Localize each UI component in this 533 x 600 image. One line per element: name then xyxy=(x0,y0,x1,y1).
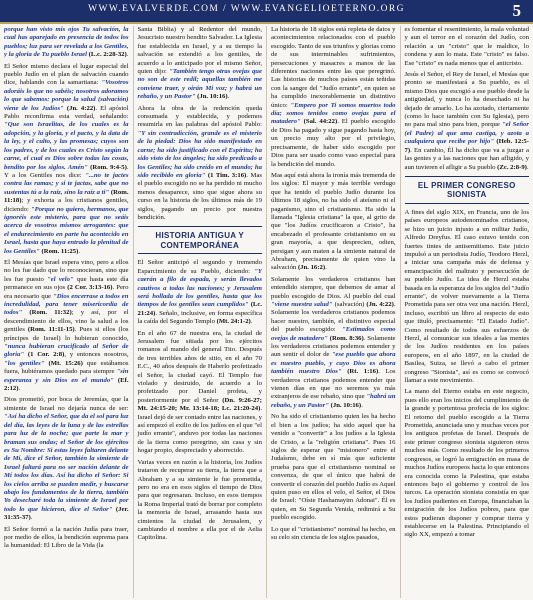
paragraph xyxy=(138,105,263,223)
scripture-quote: "También tengo otras ovejas que no son de este redil; aquellas también me conviene traer, y oirán Mi voz; y habrá un rebaño, y un Pastor" xyxy=(137,68,262,101)
paragraph xyxy=(271,26,396,169)
scripture-reference: (Jer. 31:35-37) xyxy=(4,505,129,522)
body-text: . xyxy=(227,93,230,101)
body-text: ; y así, por el descendimiento de ellos, vino la salud a los gentiles xyxy=(4,309,129,334)
scripture-quote: "...no te jactes contra las ramas; y si te jactas, sabe que no sustentas tú a la raíz, sino la raíz a ti" xyxy=(4,171,129,196)
body-text: . Pero era necesario que xyxy=(4,284,129,300)
scripture-quote: "nunca hubieran crucificado al Señor de gloria" xyxy=(4,343,129,359)
scripture-reference: (Sal. 44:22) xyxy=(303,118,338,126)
scripture-reference: (1 Tim. 3:16) xyxy=(207,171,247,179)
paragraph xyxy=(138,459,263,543)
scripture-quote: "sin esperanza y sin Dios en el mundo" xyxy=(4,368,129,384)
scripture-reference: (Mt. 24:1-2) xyxy=(216,318,251,326)
scripture-quote: "Y caerán a filo de espada, y serán llevados cautivos a todas las naciones; y Jerusalem será hollada de los gentiles, hasta que los tiempos de los gentiles sean cumplidos" xyxy=(137,267,262,309)
body-text: Santa Biblia) y al Redentor del mundo, Jesucristo nuestro bendito Salvador. La Iglesia fue establecida en Israel, y a su tiempo la salvación se extendió a los gentiles, de acuerdo a lo anticipado por el mismo Señor, quien dijo: xyxy=(137,26,262,76)
body-text: . En cambio, Él ha dicho que va a juzgar a las gentes y a las naciones que han afligido, y aun tuvieren el afligir a Su pueblo xyxy=(404,146,529,171)
section-heading: HISTORIA ANTIGUA Y CONTEMPORÁNEA xyxy=(138,226,263,254)
body-text: . Mas el pueblo escogido no se ha perdido ni mucho menos desaparece, sino que sigue ahora su curso en la historia de los últimos más de 19 siglos, pagando un precio por nuestra bendición. xyxy=(137,171,262,221)
body-text: En el año 67 de nuestra era, la ciudad de Jerusalem fue sitiada por los ejércitos romanos al mando del general Tito. Después de tres terribles años de sitio, en el año 70 E.C., 40 años después de Haberlo profetizado el Señor, la ciudad cayó. El Templo fue violado y destruido, de acuerdo a lo profetizado por Daniel profeta, y posteriormente por el Señor xyxy=(137,329,262,404)
body-text: El Mesías que Israel espera vino, pero a ellos no les fue dado que lo reconocieran, sino que les fue puesto xyxy=(4,258,129,283)
scripture-quote: "el velo" xyxy=(47,275,74,283)
paragraph xyxy=(4,259,129,394)
scripture-reference: (Rom. 11:25) xyxy=(41,247,79,255)
paragraph xyxy=(4,63,129,256)
paragraph xyxy=(271,276,396,411)
scripture-quote: "los gentiles" xyxy=(4,359,45,367)
body-text: No ha sido el cristianismo quien les ha hecho el bien a los judíos; ha sido aquel que ha venido a "convertir" a los judíos a la Iglesia de Cristo, a la "religión cristiana". Pues 16 siglos de esperar que "misionero" entre el Judaísmo, debe en sí más que suficiente prueba para que el cristianismo nominal se convenza, de que el único que habrá de convertir el corazón del pueblo Judío es Aquel quien puso en ellos el velo, el Señor, el Dios de Israel: "Oíste Hashamayim Adonai". Él es quien, en Su Segunda Venida, redimirá a Su pueblo escogido. xyxy=(271,413,396,522)
text-column-2 xyxy=(133,26,263,598)
body-text: El Señor anticipó el segundo y tremendo Esparcimiento de su Pueblo, diciendo: xyxy=(137,259,262,275)
body-text: . xyxy=(30,514,33,522)
body-text: . xyxy=(250,318,253,326)
scripture-reference: (1 Cor. 2:8) xyxy=(27,351,65,359)
body-text: Mas aquí está ahora la ironía más tremenda de los siglos: El mayor y más terrible verdugo que ha tenido el pueblo Judío durante los últimos 18 siglos, no ha sido el ateísmo ni el paganismo, sino el cristianismo. Ha sido la llamada "Iglesia cristiana" la que, al grito de que "los Judíos crucificaron a Cristo", ha encabezado el profesante cristianismo en su gran mayoría, a que desprecien, odien, persigan y aun maten a la simiente natural de Abraham, precisamente de quien vino la salvación xyxy=(271,171,396,272)
body-text: El Señor mismo declara el lugar especial del pueblo Judío en el plan de salvación cuando dice, hablando con la samaritana: xyxy=(4,62,129,87)
scripture-quote: "Porque no quiero, hermanos, que ignoréis este misterio, para que no seáis acerca de vosotros mismos arrogantes: que el endurecimiento en parte ha acontecido en Israel, hasta que haya entrado la plenitud de los Gentiles" xyxy=(4,205,129,255)
scripture-reference: (Rt. 1:16) xyxy=(347,368,379,376)
scripture-reference: (2 Cor. 3:13-16) xyxy=(67,284,113,292)
paragraph xyxy=(271,172,396,273)
body-text: . Solamente los verdaderos cristianos podemos entender y aun sentir el dolor de xyxy=(271,334,396,359)
body-text: (salvación) xyxy=(332,301,367,308)
scripture-reference: (Rom. 11:11-15) xyxy=(27,326,75,334)
paragraph xyxy=(405,388,530,539)
body-text: A fines del siglo XIX, en Francia, uno de los países europeos autodenominados cristianos, se hizo un juicio injusto a un militar Judío, Alfredo Dreyfus. El caso estuvo tenido con fuertes tintes de antisemitismo. Este juicio impulsó a un periodista Judío, Teodoro Herzl, a iniciar una campaña más de defensa y emancipación del maltrato y persecución de su pueblo Judío. La idea de Herzl estaba basada en la esperanza de los siglos del "Judío errante", de volver nuevamente a la Tierra Prometida para ser otra vez una nación. Herzl, incluso, escribió un libro al respecto de esto que tituló, precisamente: "El Estado Judío". Como resultado de todos sus esfuerzos de Herzl, al comunicar sus ideales a las mentes de los Judíos residentes en los países europeos, en el año 1897, en la ciudad de Basilea, Suiza, se llevó a cabo el primer congreso "Sionista", así es como se convocó llamar a este movimiento. xyxy=(404,208,529,385)
scripture-reference: (Lc. 21:24) xyxy=(137,301,262,317)
scripture-quote: porque han visto mis ojos Tu salvación, la cual has aparejado en presencia de todos los pueblos; luz para ser revelada a los Gentiles, y la gloria de Tu pueblo Israel xyxy=(4,26,129,59)
body-text: La historia de 18 siglos está repleta de datos y acontecimientos relacionados con el pueblo escogido. Tanto de sus triunfos y glorias como de sus interminables sufrimientos, persecuciones y masacres a manos de las diferentes naciones entre las que peregrinó. Las historias de muchos países están teñidas con la sangre del "Judío errante", en quien se ha cumplido inexorablemente un distintivo único: xyxy=(271,26,396,109)
scripture-reference: (L.c. 2:28-32) xyxy=(88,51,127,59)
body-text: . xyxy=(526,163,529,171)
body-text: La mano del Eterno estaba en este negocio, pues ello eran los inicios del cumplimiento de la grande y portentosa profecía de los siglos: El retorno del pueblo escogido a la Tierra Prometida, anunciada uno y muchas veces por los antiguos profetas de Israel. Después de este primer congreso sionista siguieron otros muchos más. Como resultado de los primeros congresos, se logró la emigración en masa de muchos Judíos europeos hacia lo que entonces era conocida como la Palestina, que estaba entonces bajo el gobierno y control de los turcos. La operación sionista consistía en que los Judíos pudientes en Europa, financiaban la emigración de los Judíos pobres, para que estos pudieran disponer y comprar tierra y establecerse en la Palestina. Principiando el siglo XX, empezó a tomar xyxy=(404,388,529,539)
paragraph xyxy=(405,71,530,172)
body-text: es fomentar el resentimiento, la mala voluntad y aun el terror en el corazón del Judío, con relación a un "cristo" que le maldice, lo condena y aun lo mata. Este "cristo" es falso. Ese "cristo" es nada menos que el anticristo. xyxy=(404,26,529,67)
body-text: . Y a los Gentiles nos dice: xyxy=(4,163,129,179)
paragraph xyxy=(271,413,396,522)
body-text: . xyxy=(126,51,129,59)
paragraph xyxy=(405,209,530,386)
scripture-reference: (Dn. 9:26-27; Mt. 24:15-20; Mr. 13:14-18; Lc. 21:20-24) xyxy=(137,396,262,413)
scripture-quote: "el Señor (el Padre) al que ama castiga, y azota a cualquiera que recibe por hijo" xyxy=(404,121,529,146)
scripture-reference: (Rom. 11:18) xyxy=(4,188,129,205)
paragraph xyxy=(4,26,129,60)
scripture-reference: (Rom. 8:36) xyxy=(329,334,364,342)
article-columns xyxy=(4,26,529,598)
body-text: . El pueblo escogido de Dios ha pagado y sigue pagando hasta hoy, un precio muy alto por el privilegio, precisamente, de haber sido escogido por Dios para ser usado como vaso especial para la bendición del mundo. xyxy=(271,118,396,168)
body-text: . xyxy=(78,247,80,255)
body-text: Dios prometió, por boca de Jeremías, que la simiente de Israel no dejaría nunca de ser: xyxy=(4,396,129,412)
scripture-quote: "Que son Israelitas, de los cuales es la adopción, y la gloria, y el pacto, y la data de la ley, y el culto, y las promesas; cuyos son los padres, y de los cuales es Cristo según la carne, el cual es Dios sobre todas las cosas, bendito por los siglos. Amén" xyxy=(4,121,129,171)
scripture-quote: "Y sin contradicción, grande es el misterio de la piedad: Dios ha sido manifestado en carne; ha sido justificado con el Espíritu; ha sido visto de los ángeles; ha sido predicado a los Gentiles; ha sido creído en el mundo; ha sido recibido en gloria" xyxy=(137,129,262,179)
body-text: Ahora la obra de la redención queda consumada y establecida, y podemos resumirla en las palabras del apóstol Pablo: xyxy=(137,104,262,129)
body-text: . El apóstol Pablo reconfirma esta verdad, señalando: xyxy=(4,104,129,121)
paragraph xyxy=(271,526,396,543)
scripture-reference: (Jn. 10:16) xyxy=(330,401,362,409)
paragraph xyxy=(138,259,263,326)
scripture-quote: "ese pueblo que ahora es nuestro pueblo, y cuyo Dios es ahora también nuestro Dios" xyxy=(271,351,396,376)
body-text: Solamente los verdaderos cristianos han entendido siempre, que debemos de amar al pueblo escogido de Dios. Al pueblo del cual xyxy=(271,275,396,300)
body-text: . Israel dejó de ser contado entre las naciones, y así empezó el exilio de los judíos en el que "el judío errante", anduvo por todas las naciones de la tierra como peregrino, sin casa y sin hogar propio, despreciado y aborrecido. xyxy=(137,405,262,455)
scripture-quote: "viene nuestra salud" xyxy=(271,301,333,308)
body-text: . xyxy=(325,264,327,272)
scripture-quote: "Dios encerrase a todos en incredulidad, para tener misericordia de todos" xyxy=(4,292,129,317)
body-text: . xyxy=(18,385,21,393)
scripture-quote: "Estimados como ovejas de matadero" xyxy=(271,326,396,342)
scripture-reference: (Zc. 2:8-9) xyxy=(497,163,527,171)
paragraph xyxy=(138,330,263,456)
scripture-reference: (Jn. 4:22) xyxy=(66,104,96,112)
page-header xyxy=(0,0,533,24)
body-text: que estábamos fuera, hubiéramos quedado para siempre xyxy=(4,359,129,376)
scripture-reference: (Rom. 9:4-5) xyxy=(90,163,127,171)
text-column-3 xyxy=(266,26,396,598)
scripture-reference: (Jn. 16:2) xyxy=(297,264,326,272)
scripture-quote: "Empero por Ti somos muertos todo día; somos tenidos como ovejas para el matadero" xyxy=(271,101,396,126)
body-text: . xyxy=(361,401,363,409)
scripture-quote: "Así ha dicho el Señor, que da el sol para luz del día, las leyes de la luna y de las estrellas para luz de la noche; que parte la mar y braman sus ondas; el Señor de los ejércitos es Su Nombre: Si estas leyes faltaren delante de Mí, dice el Señor, también la simiente de Israel faltará para no ser nación delante de Mí todos los días. Así ha dicho el Señor: Si los cielos arriba se pueden medir, y buscarse abajo los fundamentos de la tierra, también Yo desecharé toda la simiente de Israel por todo lo que hicieron, dice el Señor" xyxy=(4,413,129,513)
scripture-reference: (Jn. 4:22) xyxy=(366,301,394,308)
header-url: WWW.EVALVERDE.COM / WWW.EVANGELIOETERNO.ORG xyxy=(88,4,405,14)
scripture-reference: (Ef. 2:12) xyxy=(4,376,129,393)
body-text: Varias veces en razón a la historia, los Judíos trataron de recuperar su tierra, la tierra que a Abraham y a su simiente le fue prometida, pero no era en esos siglos el tiempo de Dios para que regresaran. Incluso, en esos tiempos la Roma Imperial trató de borrar por completo la memoria de Israel, arrasando hasta sus cimientos la ciudad de Jerusalem, y cambiando el nombre a ella por el de Aelia Capitolina. xyxy=(137,458,262,542)
text-column-1 xyxy=(4,26,129,598)
body-text: que hasta este día permanece en sus ojos xyxy=(4,275,129,292)
page-number: 5 xyxy=(512,1,521,20)
scripture-reference: (Mt. 15:26) xyxy=(48,359,83,367)
section-heading: EL PRIMER CONGRESO SIONISTA xyxy=(405,176,530,204)
body-text: El Señor formó a la nación Judía para traer, por medio de ellos, la bendición suprema para la humanidad: El Libro de la Vida (la xyxy=(4,525,129,550)
paragraph xyxy=(4,396,129,522)
scripture-quote: "Vosotros adoráis lo que no sabéis; nosotros adoramos lo que sabemos: porque la salud (salvación) viene de los Judíos" xyxy=(4,79,129,112)
body-text: Jesús el Señor, el Rey de Israel, el Mesías que pronto se manifestará a Su pueblo, es el mismo Dios que escogió a ese pueblo desde la antigüedad, y nunca lo ha desechado ni ha dejado de amarlo. Lo ha azotado, ciertamente (como lo hace también con Su Iglesia), pero no para mal sino para bien, porque xyxy=(404,71,529,129)
text-column-4 xyxy=(400,26,530,598)
scripture-quote: "habrá un rebaño, y un Pastor" xyxy=(271,393,396,409)
body-text: , y entonces nosotros, xyxy=(64,351,129,359)
paragraph xyxy=(4,526,129,551)
body-text: . Los verdaderos cristianos podemos entender que vienen días en que no seremos ya más extranjeros de ese rebaño, sino que xyxy=(271,368,396,401)
body-text: . Señalo, inclusive, en forma específica la caída del Segundo Templo xyxy=(137,309,262,326)
body-text: . Solamente los verdaderos cristianos podemos hacer nuestro, también, el distintivo especial del pueblo escogido: xyxy=(271,301,396,334)
body-text: ; y exhorta a los cristianos gentiles, diciendo: xyxy=(4,197,129,213)
scripture-reference: (Jn. 10:16) xyxy=(197,93,228,101)
body-text: Lo que el "cristianismo" nominal ha hecho, en su celo sin ciencia de los siglos pasados, xyxy=(271,525,396,541)
scripture-reference: (Rom. 11:32) xyxy=(29,309,72,317)
scripture-reference: (Heb. 12:5-7) xyxy=(404,138,529,154)
paragraph xyxy=(405,26,530,68)
paragraph xyxy=(138,26,263,102)
body-text: . Pues si ellos (los príncipes de Israel) lo hubieran conocido, xyxy=(4,326,129,342)
